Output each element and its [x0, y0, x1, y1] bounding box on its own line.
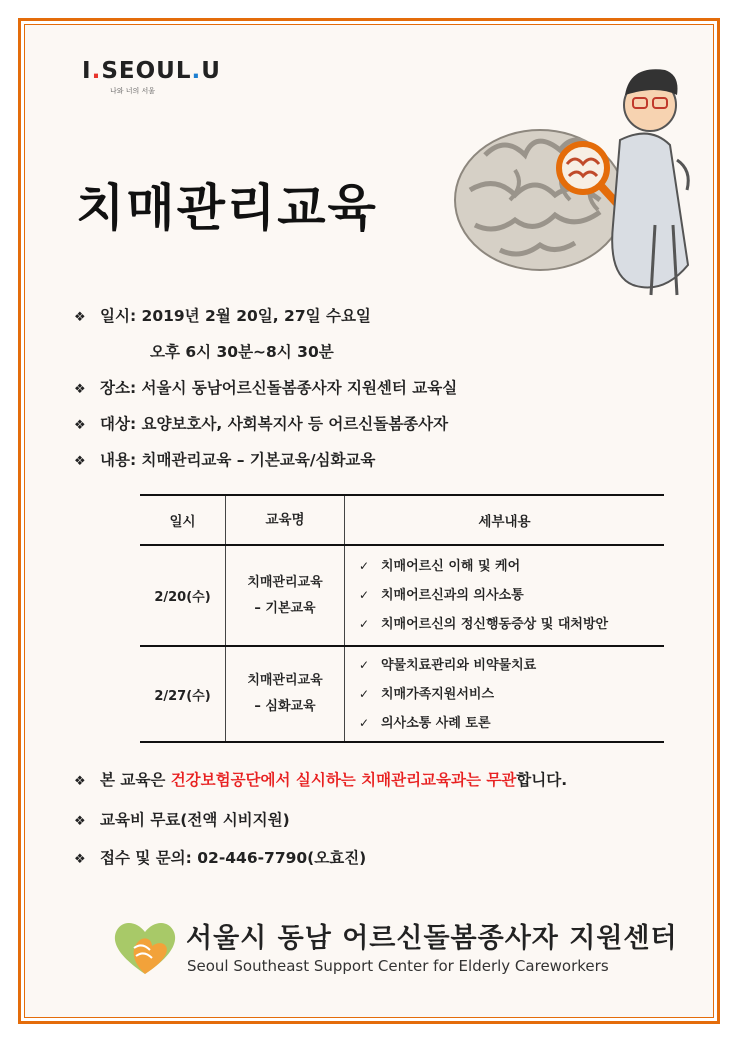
i-seoul-u-logo [82, 58, 221, 96]
info-time: 오후 6시 30분~8시 30분 [150, 343, 334, 361]
diamond-bullet-icon: ❖ [74, 852, 86, 867]
row-details [345, 646, 665, 742]
diamond-bullet-icon: ❖ [74, 310, 86, 325]
logo-red-dot: . [91, 58, 102, 84]
row-details [345, 545, 665, 646]
header-course: 교육명 [226, 495, 345, 545]
row-date: 2/27(수) [140, 646, 226, 742]
check-icon: ✓ [359, 657, 370, 672]
note-fee: ❖ 교육비 무료(전액 시비지원) [74, 811, 290, 829]
note-contact: ❖ 접수 및 문의: 02-446-7790(오효진) [74, 849, 367, 867]
center-name: 서울시 동남 어르신돌봄종사자 지원센터 [186, 923, 678, 954]
list-item: ✓ 의사소통 사례 토론 [359, 709, 663, 738]
logo-prefix: I [82, 58, 92, 84]
info-place: ❖ 장소: 서울시 동남어르신돌봄종사자 지원센터 교육실 [74, 379, 458, 397]
header-date: 일시 [140, 495, 226, 545]
table-header-row [140, 495, 664, 545]
diamond-bullet-icon: ❖ [74, 418, 86, 433]
check-icon: ✓ [359, 588, 370, 602]
info-content: ❖ 내용: 치매관리교육 – 기본교육/심화교육 [74, 451, 376, 469]
logo-blue-dot: . [191, 58, 202, 84]
list-item: ✓ 치매어르신과의 의사소통 [359, 581, 663, 610]
note-highlight: 건강보험공단에서 실시하는 치매관리교육과는 무관 [170, 771, 517, 789]
logo-suffix: U [201, 58, 221, 84]
row-date: 2/20(수) [140, 545, 226, 646]
page-title: 치매관리교육 [76, 179, 378, 237]
logo-city: SEOUL [101, 58, 192, 84]
diamond-bullet-icon: ❖ [74, 382, 86, 397]
note-disclaimer: ❖ 본 교육은 건강보험공단에서 실시하는 치매관리교육과는 무관합니다. [74, 771, 568, 789]
table-row [140, 545, 664, 646]
center-name-english: Seoul Southeast Support Center for Elderly Careworkers [187, 957, 609, 975]
list-item: ✓ 치매어르신의 정신행동증상 및 대처방안 [359, 610, 663, 639]
info-target: ❖ 대상: 요양보호사, 사회복지사 등 어르신돌봄종사자 [74, 415, 449, 433]
doctor-illustration [612, 69, 688, 295]
list-item: ✓ 약물치료관리와 비약물치료 [359, 651, 663, 680]
diamond-bullet-icon: ❖ [74, 774, 86, 789]
row-course: 치매관리교육 – 심화교육 [226, 646, 345, 742]
check-icon: ✓ [359, 617, 370, 631]
header-details: 세부내용 [345, 495, 665, 545]
logo-tagline: 나와 너의 서울 [110, 87, 156, 95]
diamond-bullet-icon: ❖ [74, 454, 86, 469]
check-icon: ✓ [359, 715, 370, 730]
diamond-bullet-icon: ❖ [74, 814, 86, 829]
table-row [140, 646, 664, 742]
brain-doctor-illustration [445, 60, 720, 310]
check-icon: ✓ [359, 686, 370, 701]
row-course: 치매관리교육 – 기본교육 [226, 545, 345, 646]
info-date: ❖ 일시: 2019년 2월 20일, 27일 수요일 [74, 307, 371, 325]
list-item: ✓ 치매가족지원서비스 [359, 680, 663, 709]
list-item: ✓ 치매어르신 이해 및 케어 [359, 552, 663, 581]
schedule-table [140, 494, 664, 743]
heart-hands-logo-icon [112, 918, 178, 976]
check-icon: ✓ [359, 559, 370, 573]
